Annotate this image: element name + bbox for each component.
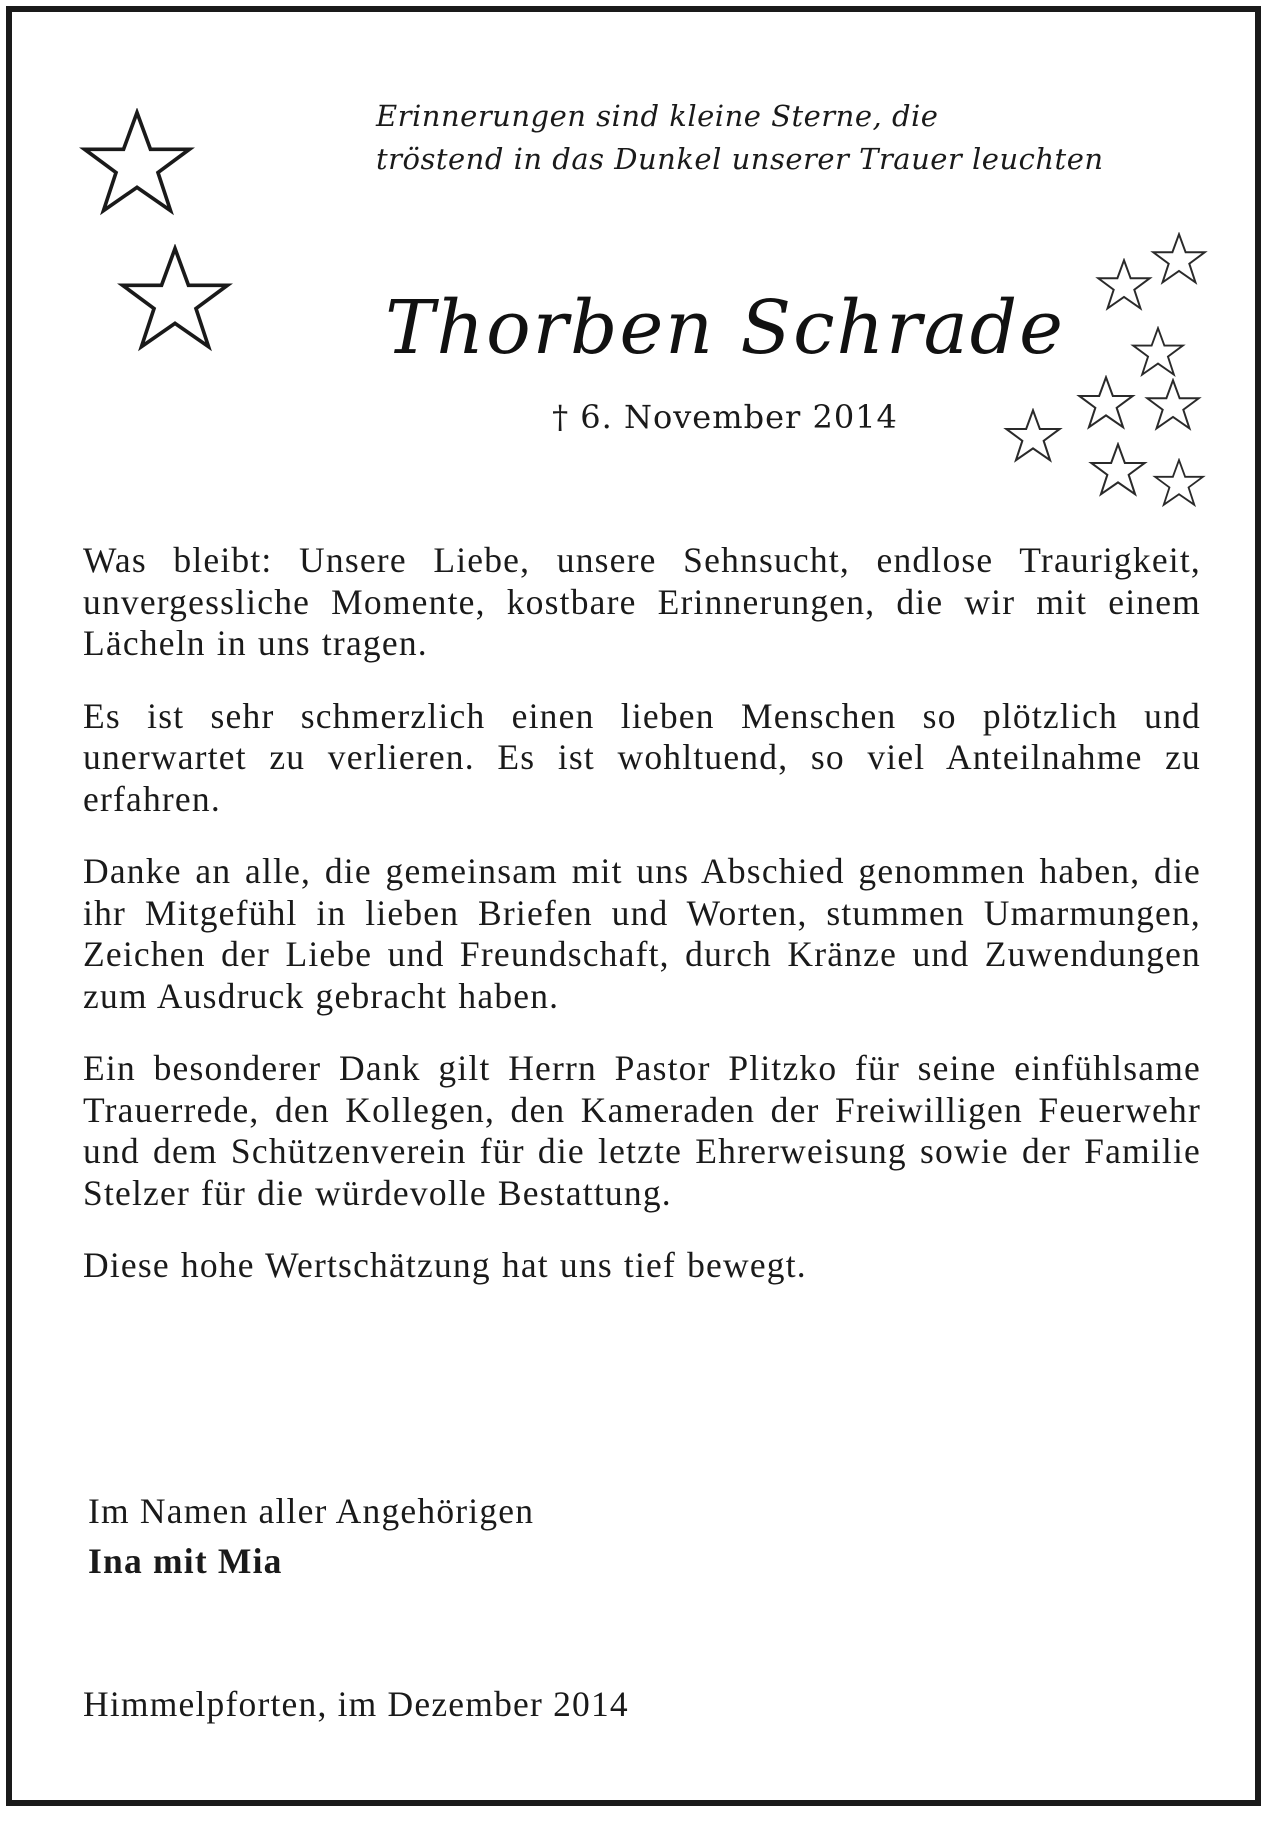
small-star-icon-1	[1150, 232, 1208, 288]
paragraph-2: Es ist sehr schmerzlich einen lieben Menschen so plötzlich und unerwartet zu verlieren. Es ist wohltuend, so viel Anteilnahme zu erfahren.	[83, 695, 1201, 819]
small-star-icon-8	[1152, 458, 1206, 510]
signature-names: Ina mit Mia	[88, 1541, 283, 1581]
notice-body	[83, 540, 1201, 1318]
quote-line-1: Erinnerungen sind kleine Sterne, die	[376, 99, 939, 133]
small-star-icon-7	[1088, 442, 1148, 500]
large-star-icon-1	[78, 108, 196, 222]
signature-intro: Im Namen aller Angehörigen	[88, 1491, 535, 1531]
small-star-icon-5	[1144, 378, 1202, 434]
quote-line-2: tröstend in das Dunkel unserer Trauer leuchten	[376, 142, 1104, 176]
large-star-icon-2	[116, 244, 234, 358]
signature-block	[88, 1486, 988, 1586]
deceased-name: Thorben Schrade	[385, 285, 1065, 371]
paragraph-4: Ein besonderer Dank gilt Herrn Pastor Plitzko für seine einfühlsame Trauerrede, den Kollegen, den Kameraden der Freiwilligen Feuerwehr und dem Schützenverein für die letzte Ehrerweisung sowie der Familie Stelzer für die würdevolle Bestattung.	[83, 1048, 1201, 1213]
death-date: † 6. November 2014	[552, 398, 898, 436]
place-and-date: Himmelpforten, im Dezember 2014	[83, 1684, 629, 1724]
paragraph-3: Danke an alle, die gemeinsam mit uns Abschied genommen haben, die ihr Mitgefühl in lieben Briefen und Worten, stummen Umarmungen, Zeichen der Liebe und Freundschaft, durch Kränze und Zuwendungen zum Ausdruck gebracht haben.	[83, 851, 1201, 1016]
memorial-quote	[376, 95, 1236, 181]
paragraph-1: Was bleibt: Unsere Liebe, unsere Sehnsucht, endlose Traurigkeit, unvergessliche Momente, kostbare Erinnerungen, die wir mit einem Lächeln in uns tragen.	[83, 540, 1201, 663]
paragraph-5: Diese hohe Wertschätzung hat uns tief bewegt.	[83, 1245, 807, 1285]
